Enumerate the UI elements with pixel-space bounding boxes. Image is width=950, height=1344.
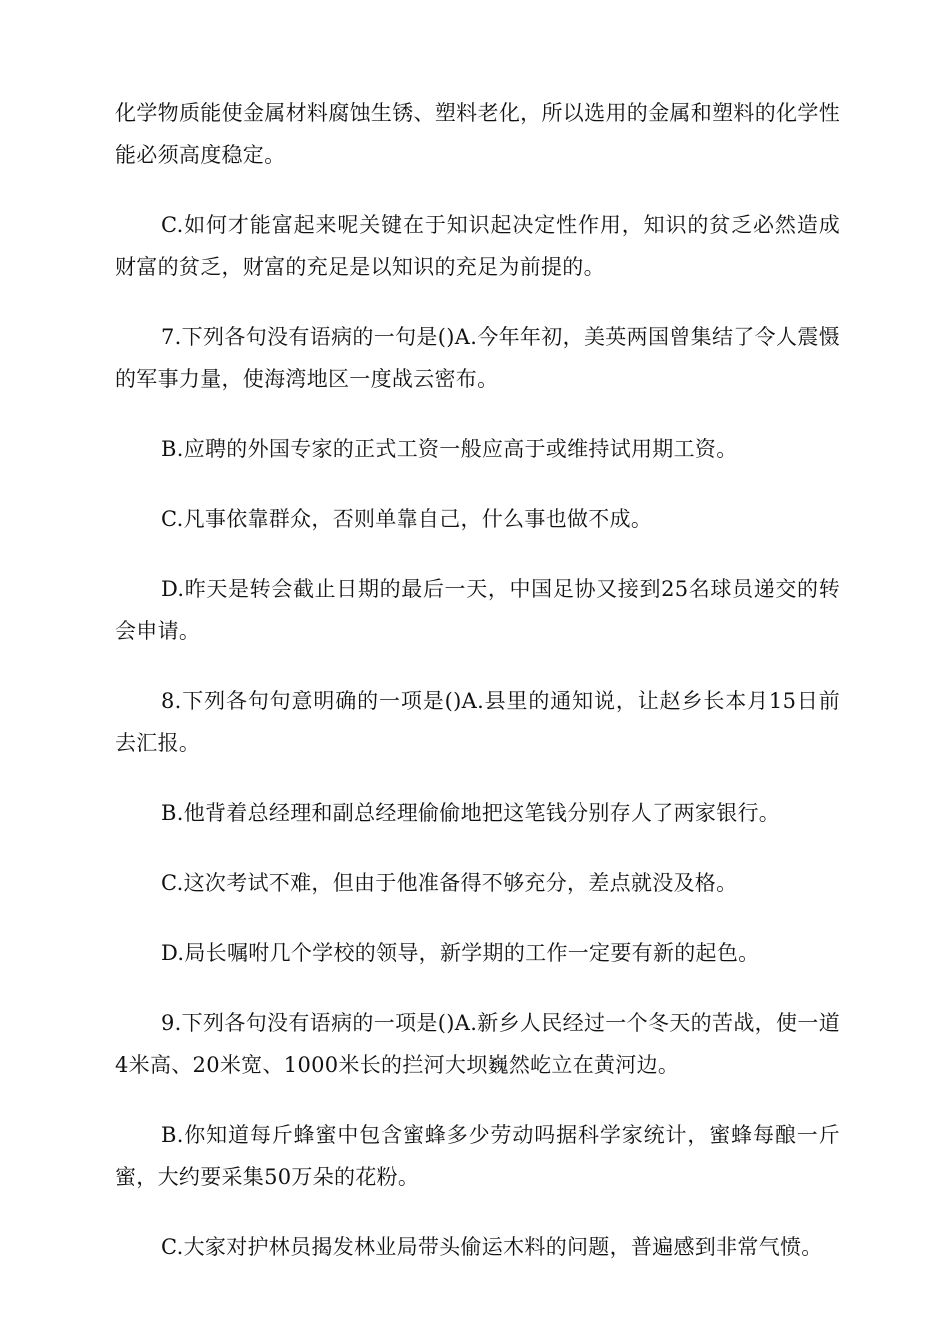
question-7: 7.下列各句没有语病的一句是()A.今年年初，美英两国曾集结了令人震慑的军事力量，使海湾地区一度战云密布。: [115, 325, 840, 391]
option-8d: D.局长嘱咐几个学校的领导，新学期的工作一定要有新的起色。: [161, 941, 760, 965]
option-7d: D.昨天是转会截止日期的最后一天，中国足协又接到25名球员递交的转会申请。: [115, 577, 840, 643]
option-8c: C.这次考试不难，但由于他准备得不够充分，差点就没及格。: [161, 871, 738, 895]
question-9: 9.下列各句没有语病的一项是()A.新乡人民经过一个冬天的苦战，使一道4米高、20米宽、1000米长的拦河大坝巍然屹立在黄河边。: [115, 1011, 840, 1077]
option-9b: B.你知道每斤蜂蜜中包含蜜蜂多少劳动吗据科学家统计，蜜蜂每酿一斤蜜，大约要采集50万朵的花粉。: [115, 1123, 840, 1189]
option-8b: B.他背着总经理和副总经理偷偷地把这笔钱分别存人了两家银行。: [161, 801, 781, 825]
question-8: 8.下列各句句意明确的一项是()A.县里的通知说，让赵乡长本月15日前去汇报。: [115, 689, 840, 755]
option-6c: C.如何才能富起来呢关键在于知识起决定性作用，知识的贫乏必然造成财富的贫乏，财富的充足是以知识的充足为前提的。: [115, 213, 840, 279]
paragraph-continuation: 化学物质能使金属材料腐蚀生锈、塑料老化，所以选用的金属和塑料的化学性能必须高度稳定。: [115, 101, 840, 167]
option-7b: B.应聘的外国专家的正式工资一般应高于或维持试用期工资。: [161, 437, 738, 461]
option-7c: C.凡事依靠群众，否则单靠自己，什么事也做不成。: [161, 507, 653, 531]
option-9c: C.大家对护林员揭发林业局带头偷运木料的问题，普遍感到非常气愤。: [161, 1235, 823, 1259]
